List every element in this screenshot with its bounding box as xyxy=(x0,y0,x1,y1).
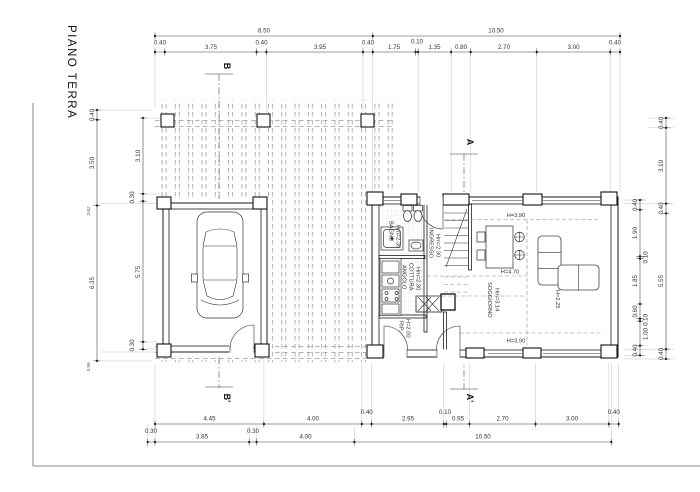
dim-label: 1.90 xyxy=(632,226,639,240)
house xyxy=(366,192,624,363)
dim-label: 6.35 xyxy=(89,276,96,290)
dim-label: 0.10 xyxy=(410,38,424,46)
room-label-cottura: COTTURA xyxy=(407,263,414,291)
dim-label: 0.80 xyxy=(454,44,468,51)
section-marker-b-bottom: B' xyxy=(222,393,232,403)
dim-label: 3.10 xyxy=(658,159,665,173)
dim-label: 3.50 xyxy=(89,156,96,170)
dimension-chain-top xyxy=(154,28,622,56)
dim-label: 2.95 xyxy=(401,415,415,423)
dim-label: 0.30 xyxy=(144,428,158,435)
car xyxy=(192,212,249,318)
height-label-sofa: H=2.25 xyxy=(554,290,560,309)
dim-label: 2.70 xyxy=(496,415,509,423)
dim-label: 3.75 xyxy=(204,44,218,51)
dim-label: 1.85 xyxy=(632,274,639,288)
dim-label: 1.75 xyxy=(387,44,401,51)
dim-label: 0.10 xyxy=(642,251,650,264)
page-title: PIANO TERRA xyxy=(65,25,77,120)
section-marker-a-bottom: A' xyxy=(465,393,475,403)
dim-label: 3.95 xyxy=(313,44,327,51)
room-label-ingresso: INGRESSO xyxy=(427,228,434,259)
room-height-rip: H=2.00 xyxy=(404,319,411,338)
dim-label: 1.35 xyxy=(428,44,441,51)
dim-label: 0.60 xyxy=(632,305,639,318)
room-label-bagno: BAGNO xyxy=(387,221,394,242)
dim-label: 0.40 xyxy=(632,344,639,357)
dim-label: 0.40 xyxy=(89,108,96,122)
height-label-mid: H=4.70 xyxy=(500,269,520,276)
room-label-soggiorno: SOGGIORNO xyxy=(486,282,492,318)
stair-newel xyxy=(441,294,455,310)
dim-label: 3.00 xyxy=(565,415,579,423)
dim-label: 0.40 xyxy=(658,202,665,215)
dim-label: 10.50 xyxy=(475,433,491,441)
room-height-cottura: Hm=2.30 xyxy=(414,267,421,291)
dim-label: 0.40 xyxy=(658,116,665,130)
dim-label: 0.40 xyxy=(658,347,665,361)
dim-label: 0.10 xyxy=(642,313,650,327)
dim-label: 0.40 xyxy=(361,39,375,47)
dim-label: 3.00 xyxy=(567,44,580,51)
dim-label: 0.40 xyxy=(632,198,639,212)
room-height-ingresso: Hm=2.30 xyxy=(434,234,441,258)
dim-label: 0.30 xyxy=(129,191,136,204)
dim-label: 3.85 xyxy=(195,433,209,441)
dimension-chain-bottom xyxy=(145,409,620,446)
dim-label: 5.55 xyxy=(658,274,665,288)
dim-label: 4.00 xyxy=(299,433,312,441)
dim-label: 1.00 xyxy=(642,327,650,341)
dim-label: 8.50 xyxy=(257,27,271,35)
height-label-bottom: H=3.90 xyxy=(506,338,526,345)
dim-label: 0.40 xyxy=(153,39,167,47)
section-marker-b-top: B xyxy=(222,62,232,70)
dim-label: 0.30 xyxy=(246,428,260,435)
dim-label: 0.95 xyxy=(451,415,465,423)
dim-label: 10.50 xyxy=(488,27,504,35)
room-height-bagno: Hm=2.30 xyxy=(394,225,401,249)
dim-label: 0.40 xyxy=(255,39,268,47)
spot-level: 3.99 xyxy=(87,362,92,372)
dim-label: 5.75 xyxy=(135,265,142,279)
spot-level: 3.62 xyxy=(87,206,92,216)
dim-label: 0.40 xyxy=(607,409,620,416)
dim-label: 2.70 xyxy=(497,44,511,51)
dim-label: 0.10 xyxy=(438,409,452,416)
dim-label: 4.00 xyxy=(306,415,320,423)
height-label-top: H=3.90 xyxy=(506,213,526,219)
kitchen-counter xyxy=(380,259,401,316)
room-label-rip: RIP. xyxy=(397,321,404,332)
dimension-chain-left xyxy=(86,108,147,371)
room-height-soggiorno: Hm=3.14 xyxy=(493,288,500,312)
dim-label: 4.45 xyxy=(203,415,216,423)
dim-label: 0.40 xyxy=(608,39,622,47)
garage xyxy=(157,197,272,357)
room-label-angolo: ANGOLO xyxy=(400,265,407,290)
dim-label: 3.10 xyxy=(135,149,142,163)
dimension-chain-right xyxy=(632,116,670,360)
section-marker-a-top: A xyxy=(465,138,475,146)
dim-label: 0.40 xyxy=(360,409,373,416)
dim-label: 0.30 xyxy=(129,339,136,352)
